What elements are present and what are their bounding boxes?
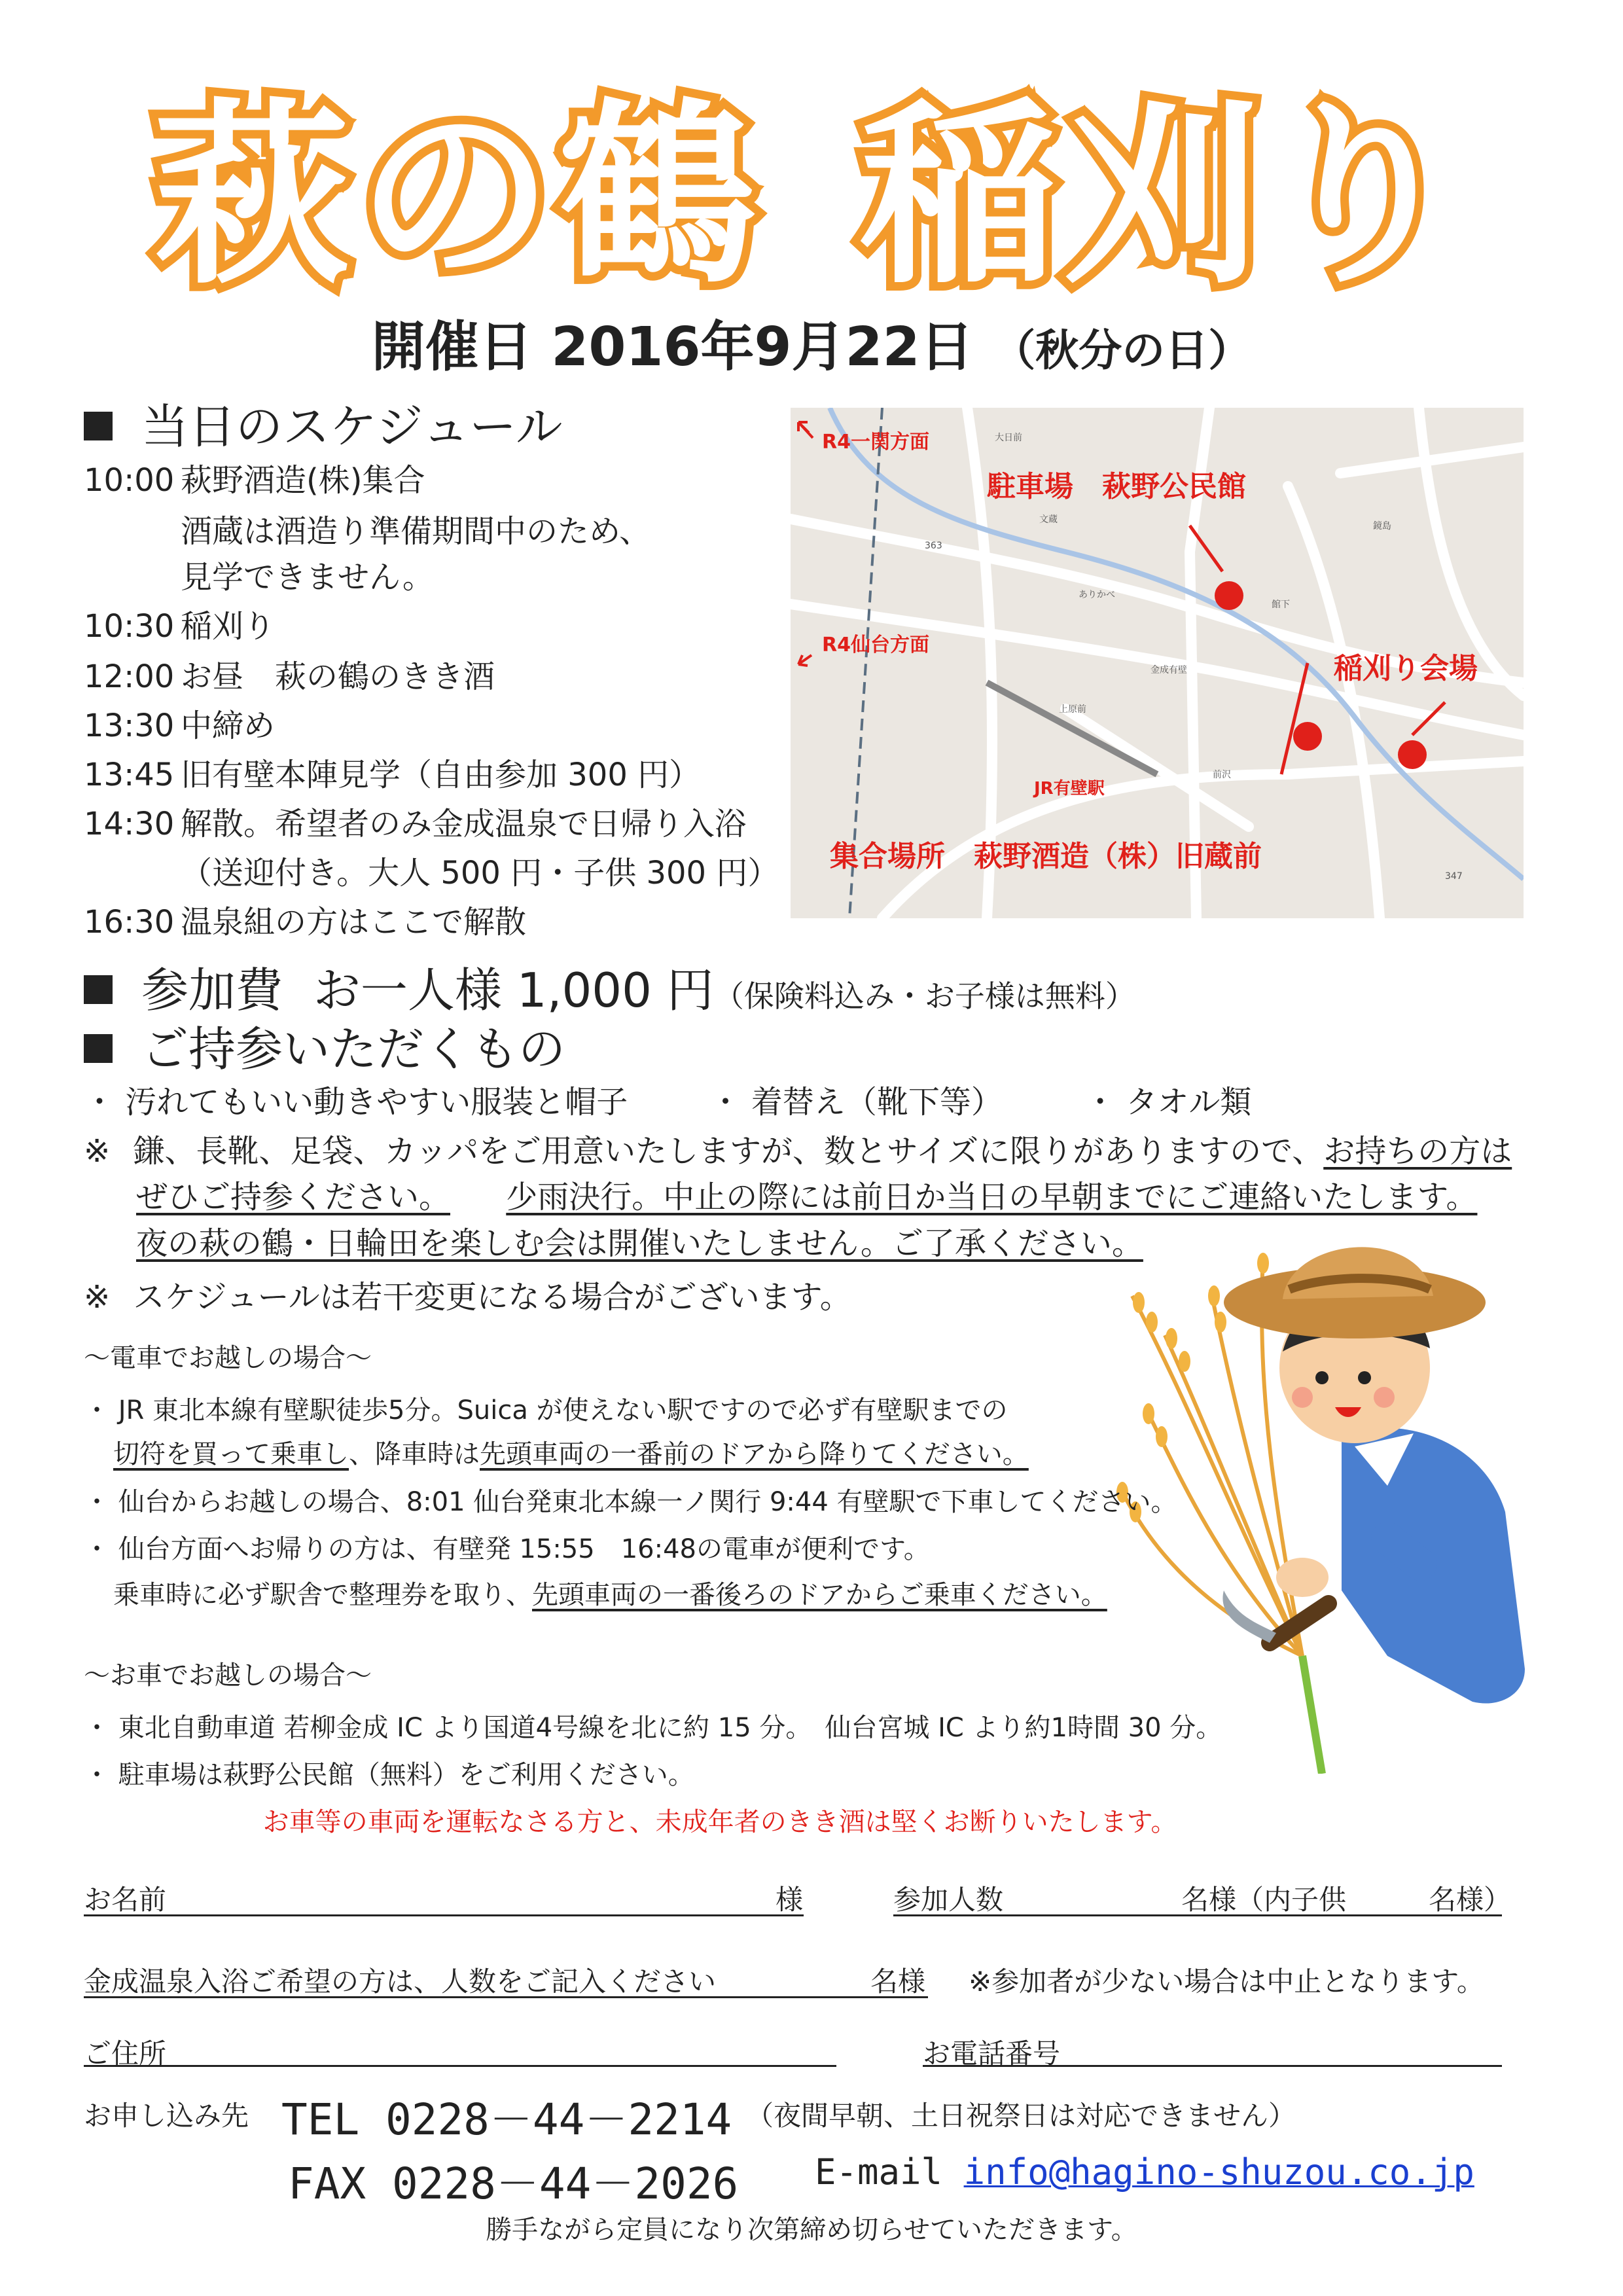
- car-heading: ～お車でお越しの場合～: [84, 1660, 372, 1691]
- farmer-eye: [1315, 1371, 1329, 1384]
- address-label: ご住所: [84, 2037, 167, 2070]
- onsen-suffix: 名様: [870, 1965, 926, 1998]
- schedule-time: 13:45: [84, 757, 175, 793]
- car-line-2: ・ 駐車場は萩野公民館（無料）をご利用ください。: [84, 1760, 694, 1790]
- train-text: 仙台方面へお帰りの方は、有壁発 15:55 16:48の電車が便利です。: [118, 1534, 930, 1564]
- bring-heading-text: ご持参いただくもの: [141, 1022, 566, 1077]
- schedule-time: 16:30: [84, 904, 175, 941]
- phone-label: お電話番号: [923, 2037, 1061, 2070]
- train-text: 乗車時に必ず駅舎で整理券を取り、: [113, 1580, 532, 1610]
- schedule-text: （送迎付き。大人 500 円・子供 300 円）: [181, 855, 779, 891]
- train-line-5: [113, 1574, 1107, 1611]
- square-bullet-icon: [84, 975, 113, 1004]
- train-line-3: ・ 仙台からお越しの場合、8:01 仙台発東北本線一ノ関行 9:44 有壁駅で下車してください。: [84, 1487, 1177, 1517]
- schedule-heading: [84, 389, 563, 457]
- map-label-small: 大日前: [995, 433, 1022, 443]
- map-label-small: ありかべ: [1079, 590, 1115, 600]
- map-label-small: 金成有壁: [1150, 665, 1187, 675]
- map-label-small: 文蔵: [1039, 514, 1058, 525]
- fee-heading-text: 参加費: [141, 963, 283, 1018]
- contact-tel-note: （夜間早朝、土日祝祭日は対応できません）: [746, 2100, 1296, 2132]
- map-label-small: 鏡島: [1373, 521, 1391, 531]
- title-part-2: 稲刈り: [861, 82, 1469, 310]
- participants-label: 参加人数: [893, 1884, 1004, 1916]
- note-emphasis: 夜の萩の鶴・日輪田を楽しむ会は開催いたしません。ご了承ください。: [136, 1225, 1143, 1262]
- bring-note-1: [84, 1133, 1512, 1170]
- page-title: [0, 82, 1623, 310]
- warning-text: お車等の車両を運転なさる方と、未成年者のきき酒は堅くお断りいたします。: [262, 1807, 1177, 1837]
- contact-label: お申し込み先: [84, 2100, 249, 2132]
- map-label-small: 上原前: [1059, 704, 1086, 715]
- contact-email: [815, 2151, 1474, 2193]
- note-text: スケジュールは若干変更になる場合がございます。: [133, 1279, 851, 1316]
- schedule-time: 13:30: [84, 708, 175, 744]
- list-item: ・ 汚れてもいい動きやすい服装と帽子: [84, 1084, 628, 1121]
- schedule-time: 12:00: [84, 658, 175, 695]
- schedule-text: お昼 萩の鶴のきき酒: [181, 658, 495, 695]
- list-item: ・ 着替え（靴下等）: [709, 1084, 1003, 1121]
- map-pin-meeting-icon: [1293, 722, 1322, 751]
- name-label: お名前: [84, 1884, 167, 1916]
- contact-fax: FAX 0228－44－2026: [288, 2159, 739, 2209]
- event-date-note: （秋分の日）: [992, 325, 1252, 376]
- bring-items: [84, 1084, 1252, 1121]
- list-item: ・ タオル類: [1084, 1084, 1252, 1121]
- schedule-text: 稲刈り: [181, 608, 276, 645]
- schedule-time: 14:30: [84, 806, 175, 842]
- train-line-4: ・ 仙台方面へお帰りの方は、有壁発 15:55 16:48の電車が便利です。: [84, 1534, 930, 1564]
- map-label-parking: 駐車場 萩野公民館: [987, 470, 1246, 503]
- square-bullet-icon: [84, 412, 113, 440]
- schedule-text: 解散。希望者のみ金成温泉で日帰り入浴: [181, 806, 747, 842]
- schedule-text: 旧有壁本陣見学（自由参加 300 円）: [181, 757, 701, 793]
- farmer-arm: [1387, 1538, 1420, 1564]
- train-line-1: ・ JR 東北本線有壁駅徒歩5分。Suica が使えない駅ですので必ず有壁駅までの: [84, 1395, 1008, 1426]
- note-emphasis: ぜひご持参ください。: [136, 1179, 451, 1215]
- car-text: 東北自動車道 若柳金成 IC より国道4号線を北に約 15 分。 仙台宮城 IC より約1時間 30 分。: [118, 1713, 1222, 1743]
- fee-heading: [84, 952, 1135, 1020]
- straw-hat-crown: [1283, 1247, 1433, 1299]
- note-mark: ※: [84, 1279, 111, 1316]
- note-text: 鎌、長靴、足袋、カッパをご用意いたしますが、数とサイズに限りがありますので、: [133, 1133, 1324, 1170]
- onsen-note: ※参加者が少ない場合は中止となります。: [969, 1965, 1484, 1998]
- email-link[interactable]: info@hagino-shuzou.co.jp: [963, 2151, 1474, 2193]
- map-label-small: 前沢: [1213, 770, 1231, 780]
- schedule-row: [84, 506, 651, 551]
- fee-amount: お一人様 1,000 円: [313, 963, 714, 1018]
- access-map: [791, 408, 1524, 918]
- map-label-r4-sendai: R4仙台方面: [822, 634, 929, 656]
- bring-note-3: [136, 1225, 1143, 1262]
- bring-item-text: 着替え（靴下等）: [751, 1084, 1003, 1121]
- farmer-cheek: [1292, 1387, 1313, 1408]
- schedule-row: [84, 848, 779, 893]
- train-text: JR 東北本線有壁駅徒歩5分。Suica が使えない駅ですので必ず有壁駅までの: [118, 1395, 1008, 1426]
- schedule-row: [84, 897, 526, 942]
- onsen-field[interactable]: [84, 1996, 928, 1998]
- schedule-row: [84, 601, 275, 646]
- fee-note: （保険料込み・お子様は無料）: [713, 978, 1135, 1014]
- train-heading: ～電車でお越しの場合～: [84, 1343, 372, 1373]
- bring-item-text: 汚れてもいい動きやすい服装と帽子: [125, 1084, 628, 1121]
- map-pin-parking-icon: [1215, 581, 1243, 610]
- bring-item-text: タオル類: [1126, 1084, 1252, 1121]
- contact-tel: TEL 0228－44－2214: [281, 2094, 732, 2145]
- onsen-label: 金成温泉入浴ご希望の方は、人数をご記入ください: [84, 1965, 717, 1998]
- farmer-cheek: [1374, 1387, 1395, 1408]
- train-emphasis: 先頭車両の一番前のドアから降りてください。: [480, 1439, 1029, 1469]
- schedule-row: [84, 651, 495, 696]
- map-label-small: 347: [1445, 871, 1463, 882]
- address-field[interactable]: [84, 2065, 836, 2067]
- car-text: 駐車場は萩野公民館（無料）をご利用ください。: [118, 1760, 694, 1790]
- map-label-r4-ichinoseki: R4一関方面: [822, 431, 929, 454]
- schedule-text: 萩野酒造(株)集合: [181, 462, 425, 499]
- schedule-row: [84, 455, 425, 500]
- note-mark: ※: [84, 1133, 111, 1170]
- event-date: [0, 304, 1623, 381]
- map-label-small: 館下: [1272, 600, 1290, 610]
- note-emphasis: 少雨決行。中止の際には前日か当日の早朝までにご連絡いたします。: [506, 1179, 1478, 1215]
- schedule-text: 酒蔵は酒造り準備期間中のため、: [181, 513, 651, 550]
- farmer-eye: [1358, 1371, 1371, 1384]
- schedule-text: 見学できません。: [181, 559, 434, 596]
- schedule-row: [84, 552, 434, 597]
- square-bullet-icon: [84, 1034, 113, 1063]
- event-date-label: 開催日 2016年9月22日: [371, 316, 974, 378]
- title-part-1: 萩の鶴: [154, 82, 762, 310]
- schedule-text: 温泉組の方はここで解散: [181, 904, 527, 941]
- note-emphasis: お持ちの方は: [1323, 1133, 1512, 1170]
- car-line-1: ・ 東北自動車道 若柳金成 IC より国道4号線を北に約 15 分。 仙台宮城 IC より約1時間 30 分。: [84, 1713, 1222, 1743]
- schedule-row: [84, 798, 746, 844]
- bring-note-4: [84, 1279, 851, 1316]
- participants-field[interactable]: [893, 1914, 1502, 1916]
- schedule-row: [84, 749, 700, 795]
- train-emphasis: 先頭車両の一番後ろのドアからご乗車ください。: [532, 1580, 1107, 1610]
- rice-stem: [1302, 1656, 1322, 1774]
- schedule-row: [84, 700, 275, 745]
- schedule-text: 中締め: [181, 708, 276, 744]
- email-label: E-mail: [815, 2151, 943, 2193]
- map-label-station: JR有壁駅: [1034, 779, 1105, 798]
- footer-note: 勝手ながら定員になり次第締め切らせていただきます。: [486, 2215, 1137, 2245]
- train-line-2: [113, 1433, 1029, 1471]
- schedule-time: 10:30: [84, 608, 175, 645]
- train-emphasis: 切符を買って乗車し: [113, 1439, 349, 1469]
- farmer-hand: [1276, 1558, 1329, 1597]
- name-field[interactable]: [84, 1914, 804, 1916]
- map-label-small: 363: [925, 541, 942, 551]
- name-honorific: 様: [776, 1884, 804, 1916]
- map-label-field: 稲刈り会場: [1334, 652, 1478, 685]
- schedule-heading-text: 当日のスケジュール: [141, 399, 563, 454]
- map-pin-field-icon: [1398, 740, 1427, 769]
- train-text: 仙台からお越しの場合、8:01 仙台発東北本線一ノ関行 9:44 有壁駅で下車してください。: [118, 1487, 1177, 1517]
- train-text: 、降車時は: [349, 1439, 480, 1469]
- bring-heading: [84, 1011, 565, 1079]
- participants-suffix: 名様（内子供 名様）: [1181, 1884, 1512, 1916]
- map-label-meeting: 集合場所 萩野酒造（株）旧蔵前: [830, 840, 1262, 873]
- schedule-time: 10:00: [84, 462, 175, 499]
- phone-field[interactable]: [923, 2065, 1502, 2067]
